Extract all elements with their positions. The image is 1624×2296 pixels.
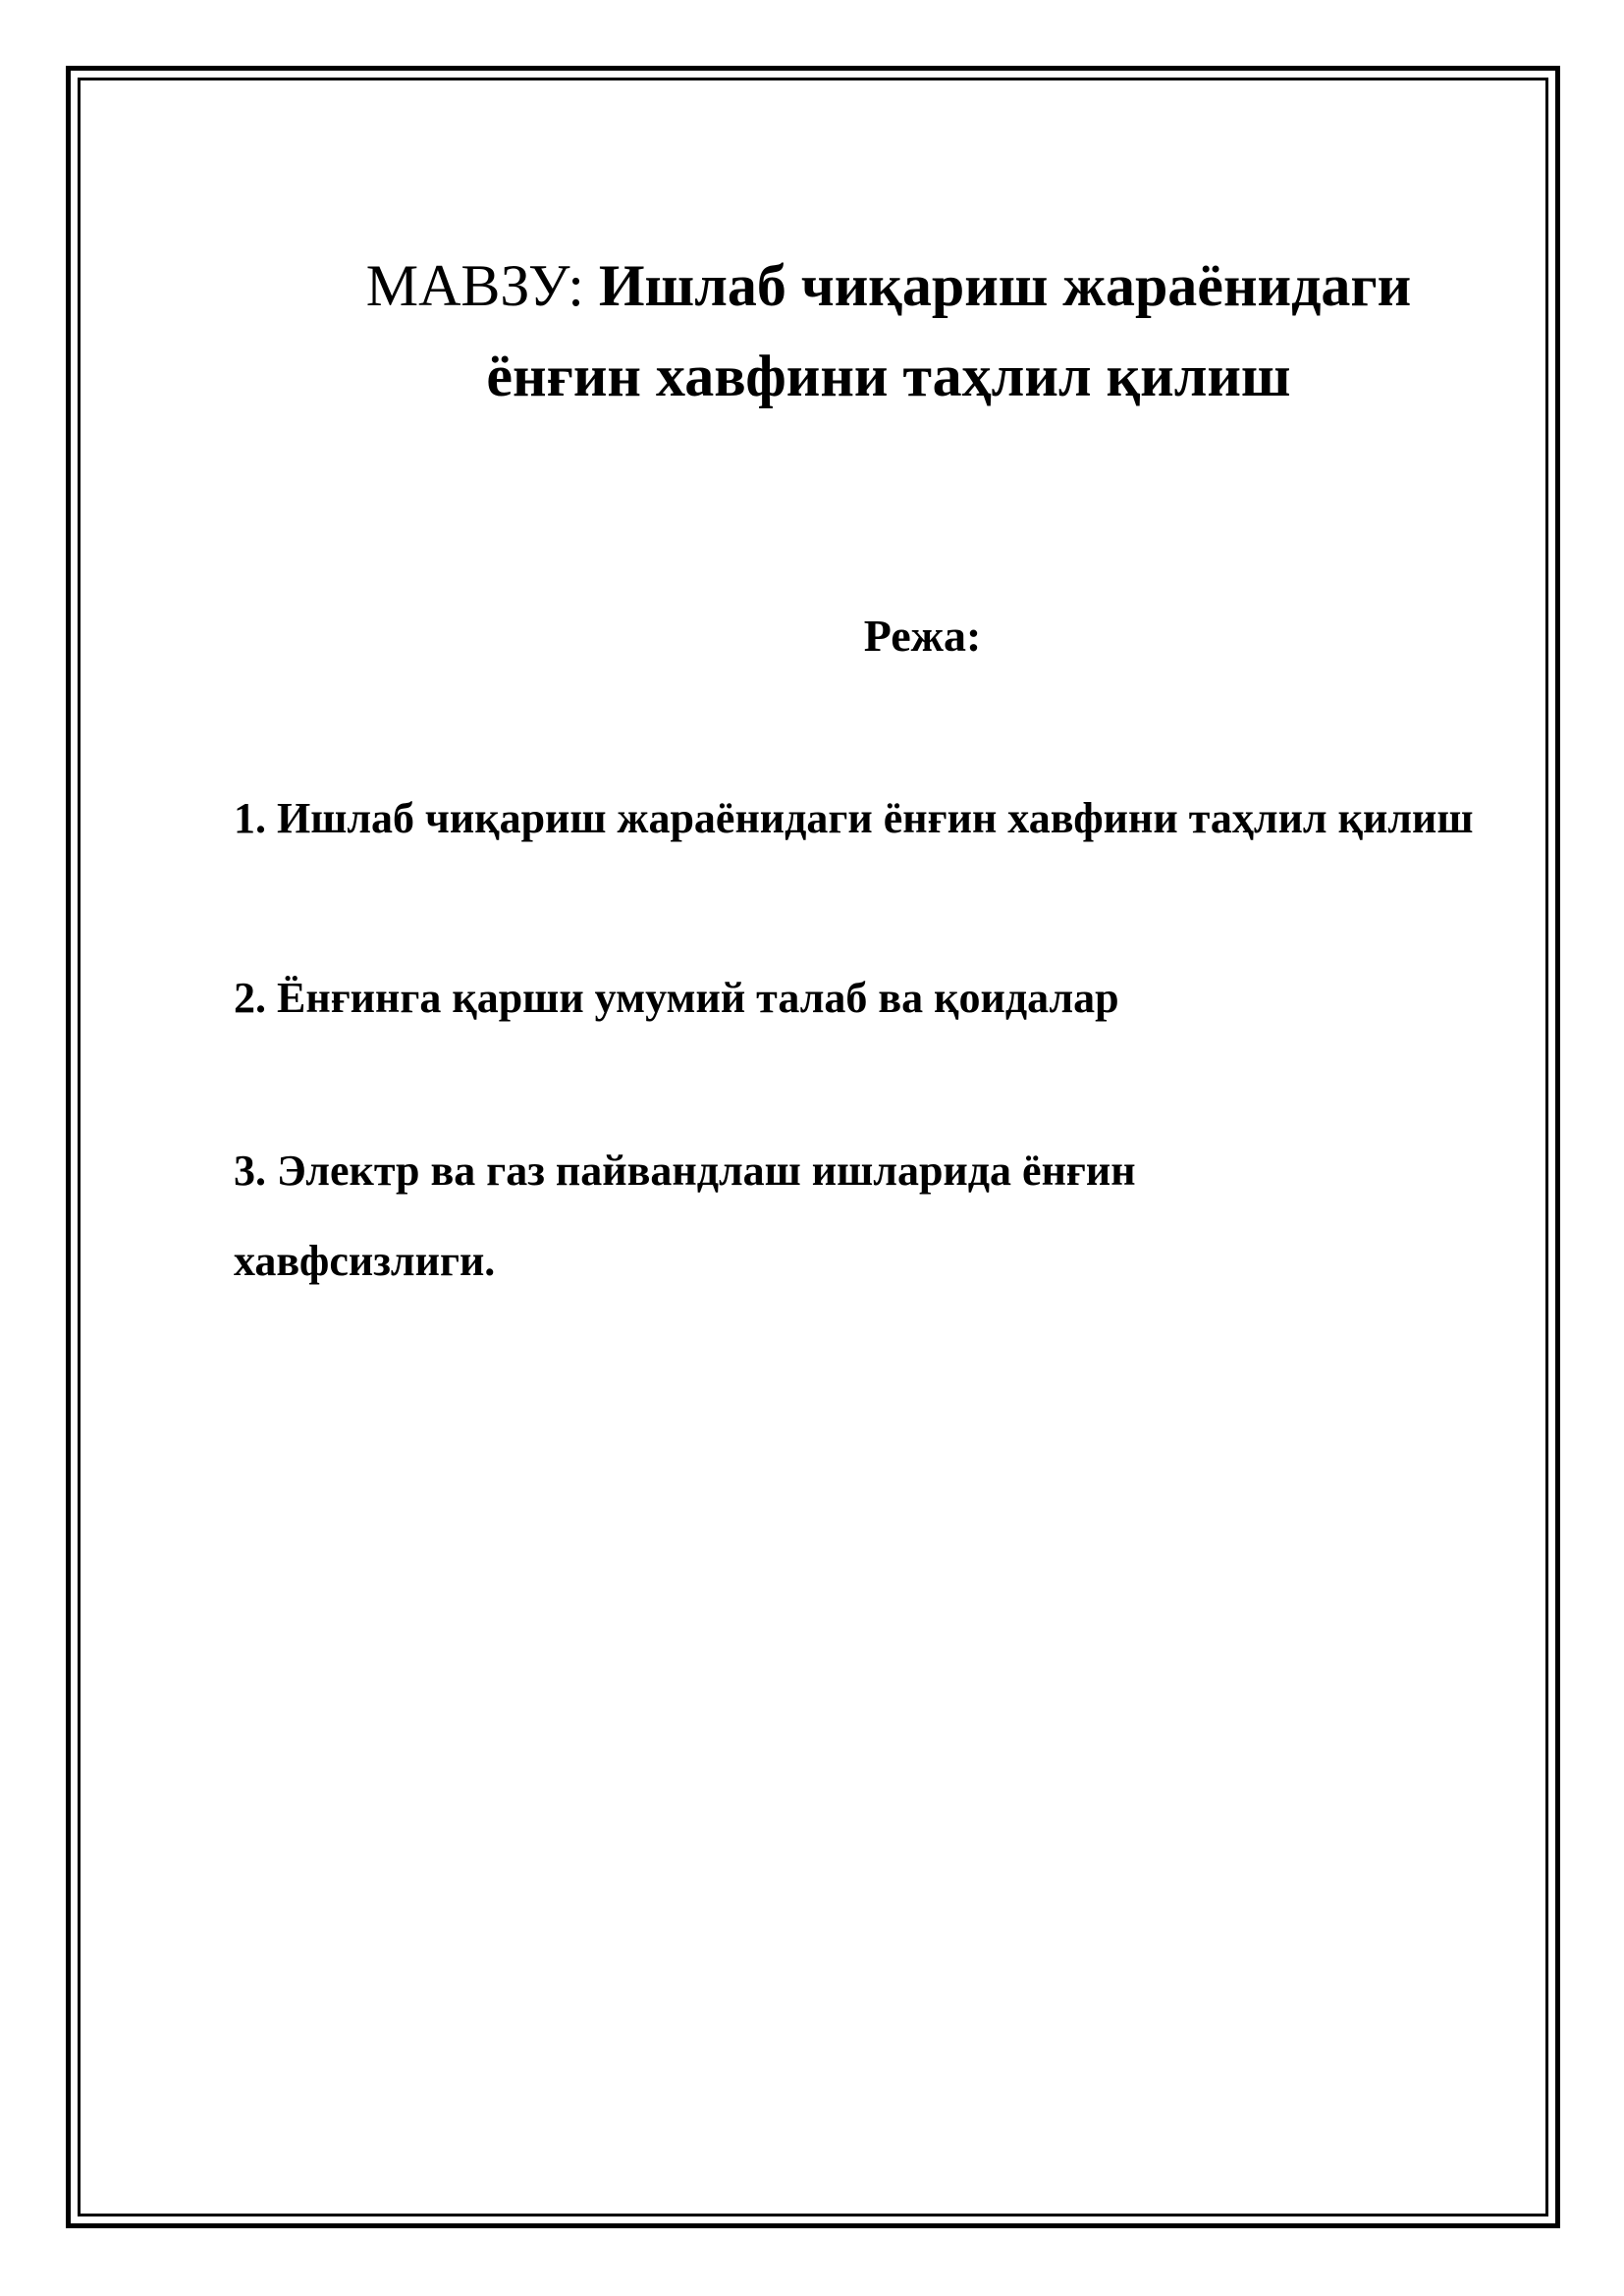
plan-item-3 [234,1126,1510,1307]
title-line-1: Ишлаб чиқариш жараёнидаги [598,253,1412,318]
plan-heading: Режа: [863,611,982,661]
title-line-2: ёнғин хавфини таҳлил қилиш [486,344,1291,408]
plan-item-3-line-2: хавфсизлиги. [234,1237,496,1285]
page-title [236,240,1542,421]
plan-item-3-line-1: 3. Электр ва газ пайвандлаш ишларида ёнғин [234,1147,1136,1195]
title-prefix: МАВЗУ: [365,253,584,318]
plan-item-2: 2. Ёнғинга қарши умумий талаб ва қоидалар [234,974,1119,1022]
plan-item-1: 1. Ишлаб чиқариш жараёнидаги ёнғин хавфини таҳлил қилиш [234,794,1474,842]
